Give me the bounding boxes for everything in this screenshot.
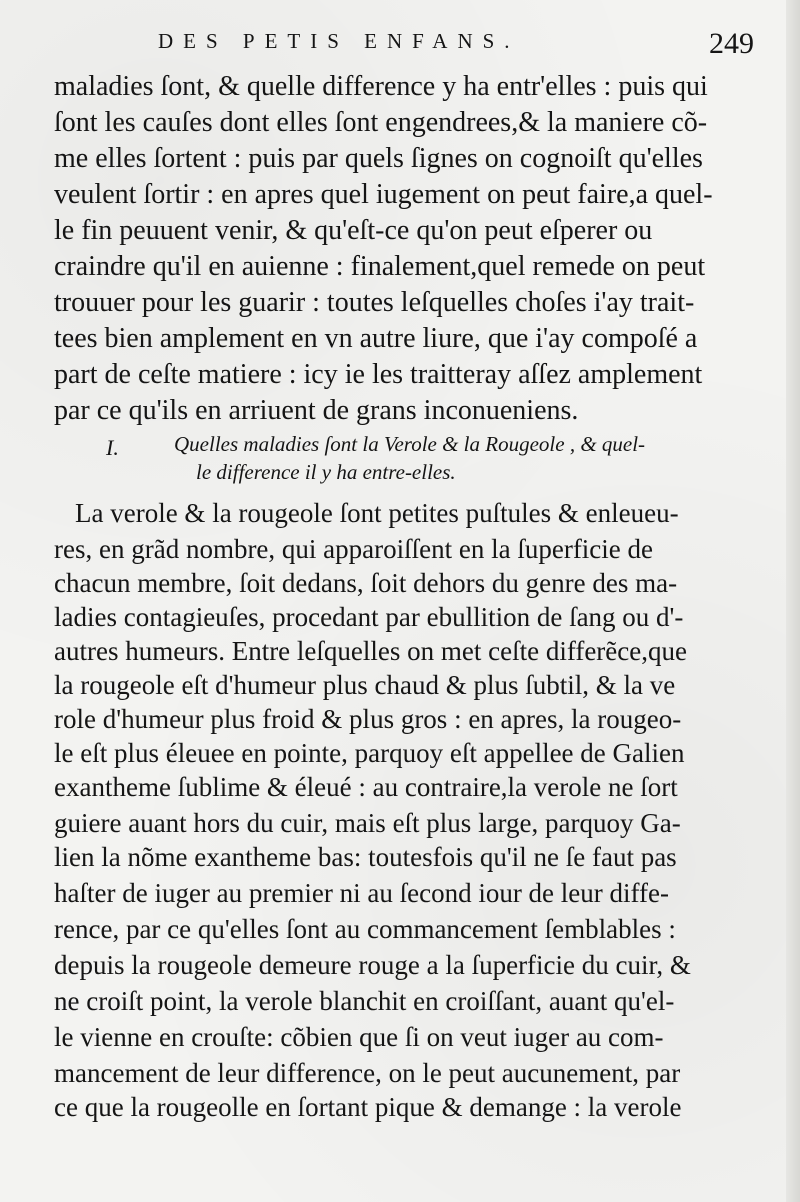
text-line: ſont les cauſes dont elles ſont engendrees,& la maniere cõ- [54, 107, 708, 138]
text-line: trouuer pour les guarir : toutes leſquelles choſes i'ay trait- [54, 287, 695, 318]
text-line: par ce qu'ils en arriuent de grans inconueniens. [54, 395, 579, 426]
text-line: La verole & la rougeole ſont petites puſtules & enleueu- [75, 498, 679, 528]
text-line: ce que la rougeolle en ſortant pique & demange : la verole [54, 1092, 682, 1122]
text-line: mancement de leur difference, on le peut aucunement, par [54, 1058, 681, 1088]
text-line: rence, par ce qu'elles ſont au commancement ſemblables : [54, 914, 676, 944]
text-line: le eſt plus éleuee en pointe, parquoy eſt appellee de Galien [54, 738, 685, 768]
text-line: le vienne en crouſte: cõbien que ſi on veut iuger au com- [54, 1022, 664, 1052]
text-line: part de ceſte matiere : icy ie les traitteray aſſez amplement [54, 359, 703, 390]
text-line: lien la nõme exantheme bas: toutesfois qu'il ne ſe faut pas [54, 842, 677, 872]
text-line: haſter de iuger au premier ni au ſecond iour de leur diffe- [54, 878, 669, 908]
text-line: ne croiſt point, la verole blanchit en croiſſant, auant qu'el- [54, 986, 675, 1016]
page-edge-shadow [786, 0, 800, 1202]
text-line: res, en grãd nombre, qui apparoiſſent en la ſuperficie de [54, 534, 654, 564]
text-line: depuis la rougeole demeure rouge a la ſuperficie du cuir, & [54, 950, 691, 980]
text-line: craindre qu'il en auienne : finalement,quel remede on peut [54, 251, 706, 282]
text-line: role d'humeur plus froid & plus gros : en apres, la rougeo- [54, 704, 682, 734]
heading-line: le difference il y ha entre-elles. [196, 460, 456, 484]
text-line: la rougeole eſt d'humeur plus chaud & plus ſubtil, & la ve [54, 670, 676, 700]
text-line: autres humeurs. Entre leſquelles on met ceſte differẽce,que [54, 636, 687, 666]
text-line: tees bien amplement en vn autre liure, que i'ay compoſé a [54, 323, 698, 354]
page-number: 249 [709, 27, 754, 60]
heading-line: Quelles maladies ſont la Verole & la Rougeole , & quel- [174, 432, 646, 456]
text-line: me elles ſortent : puis par quels ſignes on cognoiſt qu'elles [54, 143, 703, 174]
section-number: I. [106, 435, 119, 460]
text-line: veulent ſortir : en apres quel iugement on peut faire,a quel- [54, 179, 713, 210]
text-line: exantheme ſublime & éleué : au contraire,la verole ne ſort [54, 772, 678, 802]
text-line: ladies contagieuſes, procedant par ebullition de ſang ou d'- [54, 602, 684, 632]
text-line: guiere auant hors du cuir, mais eſt plus large, parquoy Ga- [54, 808, 681, 838]
text-line: maladies ſont, & quelle difference y ha entr'elles : puis qui [54, 71, 708, 102]
text-line: chacun membre, ſoit dedans, ſoit dehors du genre des ma- [54, 568, 678, 598]
running-title: DES PETIS ENFANS. [158, 29, 520, 53]
page-header [158, 28, 758, 60]
text-line: le fin peuuent venir, & qu'eſt-ce qu'on peut eſperer ou [54, 215, 653, 246]
